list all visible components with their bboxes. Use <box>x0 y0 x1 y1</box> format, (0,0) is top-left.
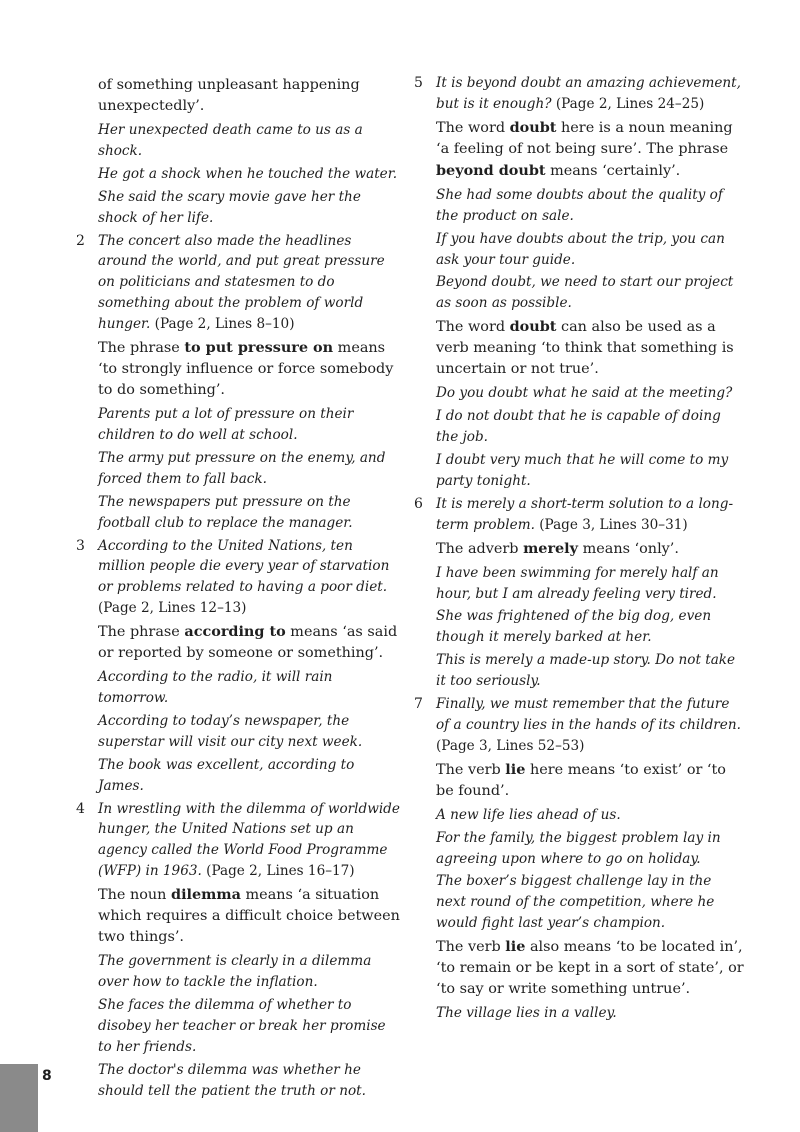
explanation: The verb lie also means ‘to be located in’, ‘to remain or be kept in a sort of state’, or ‘to say or write something untrue’. <box>436 938 744 998</box>
line-reference: (Page 2, Lines 8–10) <box>154 316 295 333</box>
example-sentence: This is merely a made-up story. Do not take it too seriously. <box>436 652 736 690</box>
example-sentence: Do you doubt what he said at the meeting? <box>436 385 733 402</box>
vocab-entry-continued <box>76 75 402 229</box>
example-sentence: For the family, the biggest problem lay in agreeing upon where to go on holiday. <box>436 829 721 867</box>
explanation: The adverb merely means ‘only’. <box>436 539 679 557</box>
explanation: The word doubt can also be used as a verb meaning ‘to think that something is uncertain or not true’. <box>436 318 734 378</box>
explanation: The phrase according to means ‘as said or reported by someone or something’. <box>98 623 398 662</box>
example-sentence: He got a shock when he touched the water. <box>98 165 398 182</box>
example-sentence: The village lies in a valley. <box>436 1005 617 1022</box>
entry-number: 2 <box>76 232 85 249</box>
example-sentence: The newspapers put pressure on the football club to replace the manager. <box>98 493 353 531</box>
example-sentence: She had some doubts about the quality of the product on sale. <box>436 186 723 224</box>
vocab-entry-7 <box>414 694 744 1024</box>
entry-number: 7 <box>414 696 423 713</box>
left-column <box>76 73 402 1104</box>
example-sentence: The army put pressure on the enemy, and forced them to fall back. <box>98 449 386 487</box>
example-sentence: The doctor's dilemma was whether he should tell the patient the truth or not. <box>98 1061 366 1099</box>
vocab-entry-3 <box>76 536 402 797</box>
source-quote: The concert also made the headlines around the world, and put great pressure on politicians and statesmen to do something about the problem of world hunger. (Page 2, Lines 8–10) <box>98 232 385 333</box>
vocab-entry-6 <box>414 494 744 692</box>
example-sentence: I have been swimming for merely half an hour, but I am already feeling very tired. <box>436 564 719 602</box>
line-reference: (Page 2, Lines 16–17) <box>206 863 355 880</box>
example-sentence: She said the scary movie gave her the shock of her life. <box>98 188 361 226</box>
vocab-entry-2 <box>76 231 402 534</box>
entry-number: 6 <box>414 495 423 512</box>
entry-number: 5 <box>414 75 423 91</box>
example-sentence: Beyond doubt, we need to start our project as soon as possible. <box>436 274 734 312</box>
line-reference: (Page 2, Lines 24–25) <box>555 95 705 112</box>
vocab-entry-5 <box>414 73 744 492</box>
source-quote: Finally, we must remember that the future of a country lies in the hands of its children. (Page 3, Lines 52–53) <box>436 696 741 754</box>
example-sentence: According to today’s newspaper, the superstar will visit our city next week. <box>98 712 363 750</box>
source-quote: In wrestling with the dilemma of worldwide hunger, the United Nations set up an agency called the World Food Programme (WFP) in 1963. (Page 2, Lines 16–17) <box>98 800 400 880</box>
example-sentence: If you have doubts about the trip, you can ask your tour guide. <box>436 230 725 268</box>
right-column <box>414 73 744 1026</box>
explanation: The noun dilemma means ‘a situation which requires a difficult choice between two things’. <box>98 886 400 946</box>
vocab-entry-4 <box>76 799 402 1102</box>
example-sentence: Parents put a lot of pressure on their children to do well at school. <box>98 406 354 443</box>
explanation: The verb lie here means ‘to exist’ or ‘to be found’. <box>436 760 726 799</box>
example-sentence: A new life lies ahead of us. <box>436 806 621 823</box>
source-quote: It is beyond doubt an amazing achievement, but is it enough? (Page 2, Lines 24–25) <box>436 75 741 112</box>
explanation: The phrase to put pressure on means ‘to strongly influence or force somebody to do something’. <box>98 339 394 399</box>
example-sentence: The boxer’s biggest challenge lay in the next round of the competition, where he would fight last year’s champion. <box>436 873 715 932</box>
page-tab-marker <box>0 1064 38 1132</box>
source-quote: It is merely a short-term solution to a long-term problem. (Page 3, Lines 30–31) <box>436 495 734 533</box>
example-sentence: The book was excellent, according to James. <box>98 756 355 794</box>
entry-number: 4 <box>76 800 85 817</box>
explanation: of something unpleasant happening unexpectedly’. <box>98 77 360 114</box>
entry-number: 3 <box>76 537 85 554</box>
example-sentence: I doubt very much that he will come to my party tonight. <box>436 451 729 489</box>
example-sentence: I do not doubt that he is capable of doing the job. <box>436 408 721 446</box>
page-number: 8 <box>42 1068 52 1084</box>
example-sentence: Her unexpected death came to us as a shock. <box>98 122 363 159</box>
example-sentence: She faces the dilemma of whether to disobey her teacher or break her promise to her friends. <box>98 997 386 1055</box>
example-sentence: According to the radio, it will rain tomorrow. <box>98 669 333 707</box>
example-sentence: She was frightened of the big dog, even though it merely barked at her. <box>436 608 712 646</box>
line-reference: (Page 3, Lines 52–53) <box>436 737 585 754</box>
example-sentence: The government is clearly in a dilemma over how to tackle the inflation. <box>98 953 372 991</box>
explanation: The word doubt here is a noun meaning ‘a feeling of not being sure’. The phrase beyond doubt means ‘certainly’. <box>436 118 733 179</box>
line-reference: (Page 3, Lines 30–31) <box>539 516 688 533</box>
source-quote: According to the United Nations, ten million people die every year of starvation or problems related to having a poor diet. (Page 2, Lines 12–13) <box>98 537 390 617</box>
line-reference: (Page 2, Lines 12–13) <box>98 600 247 617</box>
